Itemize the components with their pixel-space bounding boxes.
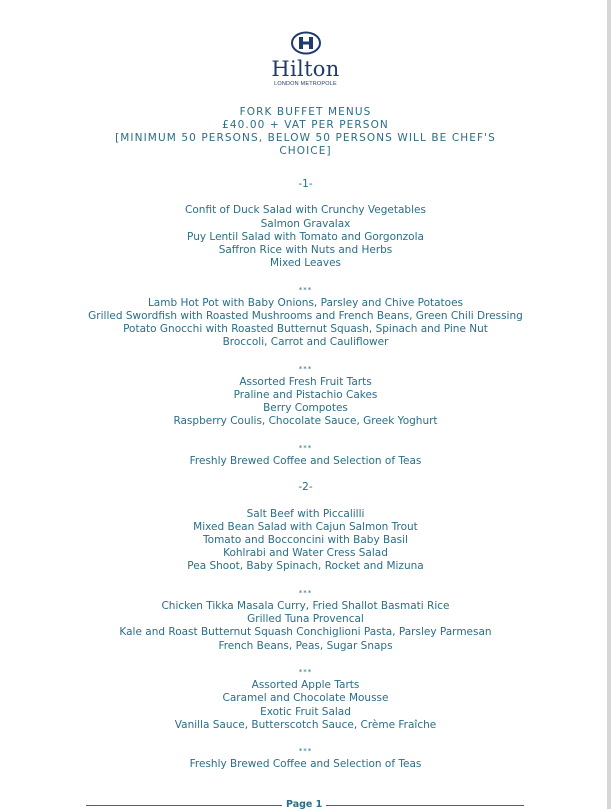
menu-item: Grilled Swordfish with Roasted Mushrooms and French Beans, Green Chili Dressing — [88, 309, 523, 322]
menu-content — [0, 178, 611, 771]
logo-wordmark: Hilton — [271, 57, 340, 81]
hilton-logo — [0, 31, 611, 87]
menu-minimum-note: [MINIMUM 50 PERSONS, BELOW 50 PERSONS WILL BE CHEF'S CHOICE] — [115, 132, 496, 157]
menu-item: Raspberry Coulis, Chocolate Sauce, Greek Yoghurt — [173, 415, 438, 428]
menu-header — [0, 106, 611, 158]
logo-subtitle: LONDON METROPOLE — [274, 81, 337, 87]
menu-item: French Beans, Peas, Sugar Snaps — [218, 639, 393, 652]
menu-item: Exotic Fruit Salad — [260, 705, 351, 718]
menu-item: Freshly Brewed Coffee and Selection of Teas — [189, 758, 422, 771]
section-gap — [0, 468, 611, 481]
course-separator: *** — [298, 667, 313, 676]
menu-item: Salmon Gravalax — [260, 217, 351, 230]
menu-item: Kale and Roast Butternut Squash Conchiglioni Pasta, Parsley Parmesan — [119, 626, 492, 639]
menu-item: Freshly Brewed Coffee and Selection of Teas — [189, 454, 422, 467]
menu-item: Chicken Tikka Masala Curry, Fried Shallot Basmati Rice — [161, 600, 450, 612]
course-separator: *** — [298, 747, 313, 756]
menu-item: Tomato and Bocconcini with Baby Basil — [203, 534, 408, 547]
menu-item: Puy Lentil Salad with Tomato and Gorgonzola — [187, 230, 424, 243]
menu-item: Assorted Apple Tarts — [251, 679, 360, 692]
menu-item: Mixed Bean Salad with Cajun Salmon Trout — [193, 520, 418, 533]
menu-item: Potato Gnocchi with Roasted Butternut Squash, Spinach and Pine Nut — [123, 323, 488, 336]
menu-price: £40.00 + VAT PER PERSON — [222, 119, 389, 131]
menu-item: Salt Beef with Piccalilli — [246, 507, 365, 520]
course-gap — [0, 732, 611, 745]
menu-item: Assorted Fresh Fruit Tarts — [239, 375, 372, 388]
page-footer — [86, 799, 524, 811]
menu-title: FORK BUFFET MENUS — [239, 106, 372, 118]
menu-item: Caramel and Chocolate Mousse — [222, 692, 389, 705]
course-gap — [0, 270, 611, 283]
hilton-h-icon — [290, 31, 322, 55]
menu-number: -2- — [298, 481, 313, 494]
menu-item: Mixed Leaves — [269, 257, 342, 270]
menu-number: -1- — [298, 178, 313, 190]
course-gap — [0, 349, 611, 362]
menu-item: Grilled Tuna Provencal — [247, 613, 364, 626]
menu-section — [0, 468, 611, 771]
course-separator: *** — [298, 364, 313, 373]
page-number: Page 1 — [282, 799, 326, 811]
menu-item: Confit of Duck Salad with Crunchy Vegetables — [185, 204, 426, 217]
menu-item: Broccoli, Carrot and Cauliflower — [222, 336, 389, 349]
course-separator: *** — [298, 588, 313, 597]
menu-item: Vanilla Sauce, Butterscotch Sauce, Crème Fraîche — [174, 718, 437, 731]
course-gap — [0, 653, 611, 666]
menu-item: Berry Compotes — [263, 402, 348, 415]
course-separator: *** — [298, 443, 313, 452]
menu-item: Praline and Pistachio Cakes — [233, 389, 378, 401]
course-separator: *** — [298, 285, 313, 294]
course-gap — [0, 429, 611, 442]
menu-section — [0, 178, 611, 468]
menu-item: Lamb Hot Pot with Baby Onions, Parsley and Chive Potatoes — [147, 296, 464, 309]
menu-item: Kohlrabi and Water Cress Salad — [223, 547, 388, 560]
course-gap — [0, 574, 611, 587]
menu-item: Saffron Rice with Nuts and Herbs — [218, 243, 393, 256]
menu-item: Pea Shoot, Baby Spinach, Rocket and Mizuna — [187, 560, 424, 573]
